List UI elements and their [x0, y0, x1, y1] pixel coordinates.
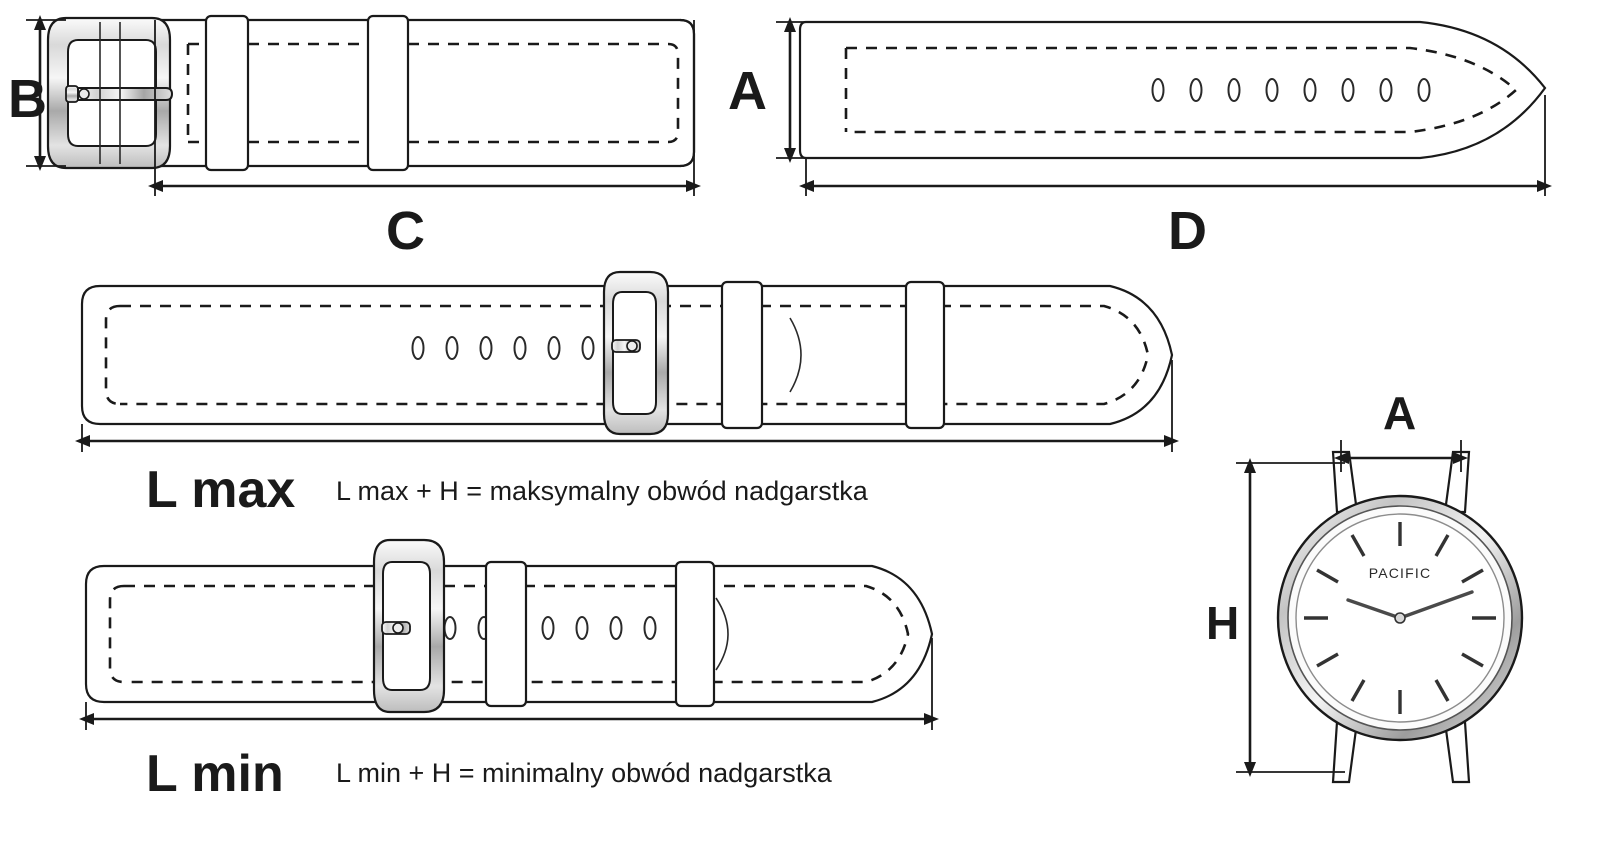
strap-top-right: [800, 22, 1545, 158]
strap-top-left: [48, 16, 694, 170]
label-lmax: L max: [146, 461, 296, 519]
label-d: D: [1168, 201, 1207, 261]
label-h: H: [1206, 597, 1240, 649]
label-a-top: A: [728, 61, 767, 121]
dimension-a-watch: [1341, 440, 1461, 472]
label-b: B: [8, 69, 47, 129]
formula-max: L max + H = maksymalny obwód nadgarstka: [336, 476, 868, 506]
label-lmin: L min: [146, 745, 284, 803]
label-a-watch: A: [1383, 387, 1417, 439]
label-c: C: [386, 201, 425, 261]
strap-lmin: [86, 540, 932, 712]
strap-lmax: [82, 272, 1172, 434]
watch-brand-text: PACIFIC: [1368, 565, 1432, 581]
watch-illustration: [1278, 452, 1522, 782]
formula-min: L min + H = minimalny obwód nadgarstka: [336, 758, 832, 788]
